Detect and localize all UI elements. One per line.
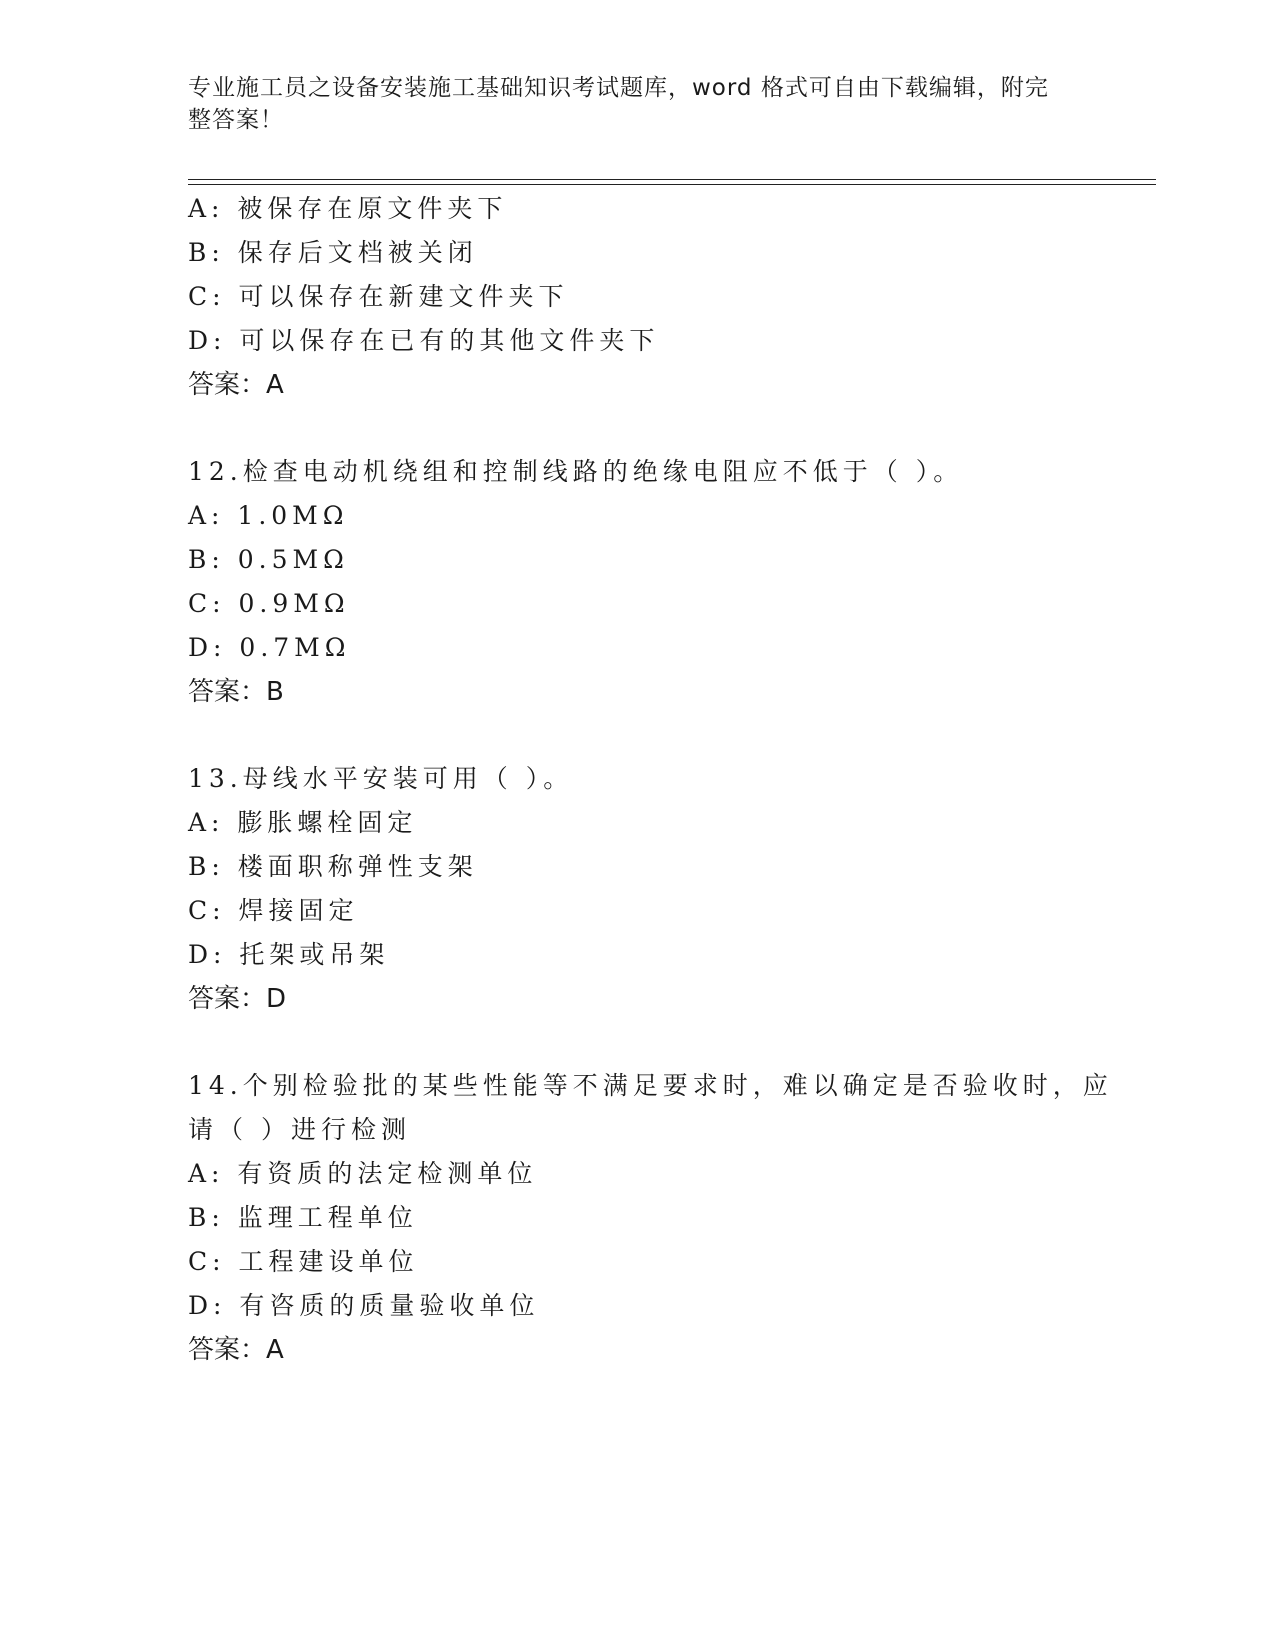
- q11-option-b: B: 保存后文档被关闭: [188, 238, 478, 267]
- q11-option-a: A: 被保存在原文件夹下: [188, 194, 508, 223]
- q14-option-c: C: 工程建设单位: [188, 1247, 419, 1276]
- q13-option-c: C: 焊接固定: [188, 896, 359, 925]
- q12-option-b: B: 0.5MΩ: [188, 545, 349, 574]
- q12-question: 12.检查电动机绕组和控制线路的绝缘电阻应不低于（ ）。: [188, 457, 964, 486]
- q14-option-a: A: 有资质的法定检测单位: [188, 1159, 538, 1188]
- q14-option-d: D: 有咨质的质量验收单位: [188, 1291, 540, 1320]
- q12-option-a: A: 1.0MΩ: [188, 501, 349, 530]
- q13-answer: 答案：D: [188, 984, 287, 1014]
- q12-option-d: D: 0.7MΩ: [188, 633, 351, 662]
- q14-option-b: B: 监理工程单位: [188, 1203, 418, 1232]
- header-line-2: 整答案！: [188, 107, 284, 133]
- q13-option-a: A: 膨胀螺栓固定: [188, 808, 418, 837]
- q14-question-line-2: 请（ ）进行检测: [188, 1115, 411, 1144]
- q14-answer: 答案：A: [188, 1335, 284, 1365]
- q13-option-b: B: 楼面职称弹性支架: [188, 852, 478, 881]
- q14-question-line-1: 14.个别检验批的某些性能等不满足要求时，难以确定是否验收时，应: [188, 1071, 1113, 1100]
- header-divider-top: [188, 179, 1156, 180]
- q11-option-d: D: 可以保存在已有的其他文件夹下: [188, 326, 660, 355]
- header-divider-bottom: [188, 184, 1156, 185]
- q12-answer: 答案：B: [188, 677, 284, 707]
- q11-option-c: C: 可以保存在新建文件夹下: [188, 282, 569, 311]
- header-line-1: 专业施工员之设备安装施工基础知识考试题库，word 格式可自由下载编辑，附完: [188, 75, 1049, 101]
- document-header: [188, 72, 1068, 136]
- q13-question: 13.母线水平安装可用（ ）。: [188, 764, 574, 793]
- q13-option-d: D: 托架或吊架: [188, 940, 390, 969]
- q11-answer: 答案：A: [188, 370, 284, 400]
- q12-option-c: C: 0.9MΩ: [188, 589, 350, 618]
